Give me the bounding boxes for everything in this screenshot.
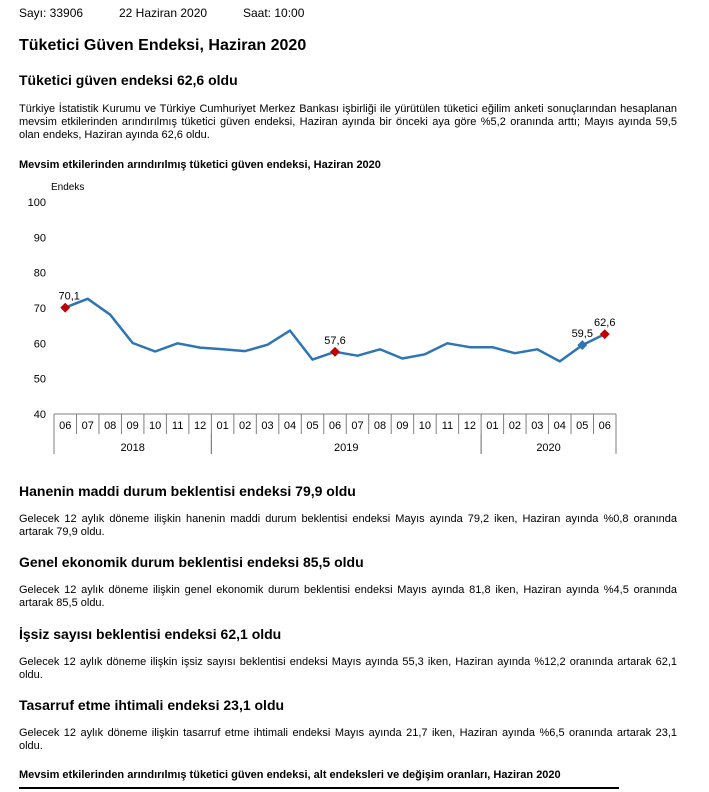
data-marker [330,347,340,357]
data-label: 70,1 [58,290,80,303]
data-marker [60,303,70,313]
release-time: Saat: 10:00 [243,6,305,20]
section-heading-household: Hanenin maddi durum beklentisi endeksi 79,9 oldu [19,483,356,499]
x-tick-label: 07 [81,420,94,432]
table-top-rule [19,787,619,789]
x-tick-label: 11 [441,420,454,432]
x-tick-label: 07 [351,420,364,432]
section-heading-savings: Tasarruf etme ihtimali endeksi 23,1 oldu [19,697,285,713]
y-tick-label: 80 [33,267,46,280]
x-tick-label: 05 [576,420,589,432]
issue-number: Sayı: 33906 [19,6,84,20]
data-label: 57,6 [324,334,346,347]
x-tick-label: 10 [418,420,432,432]
x-tick-label: 12 [463,420,477,432]
data-marker [600,329,610,339]
line-chart [0,178,640,460]
x-tick-label: 11 [171,420,184,432]
section-heading-unemployment: İşsiz sayısı beklentisi endeksi 62,1 oldu [19,626,282,642]
intro-paragraph: Türkiye İstatistik Kurumu ve Türkiye Cumhuriyet Merkez Bankası işbirliği ile yürütülen tüketici eğilim anketi sonuçlarından hesaplanan mevsim etkilerinden arındırılmış tüketici güven endeksi, Haziran ayında bir önceki aya göre %5,2 oranında arttı; Mayıs ayında 59,5 olan endeks, Haziran ayında 62,6 oldu. [19,103,677,141]
x-tick-label: 01 [486,420,499,432]
section-text-savings: Gelecek 12 aylık döneme ilişkin tasarruf etme ihtimali endeksi Mayıs ayında 21,7 iken, Haziran ayında %6,5 oranında artarak 23,1 oldu. [19,727,677,752]
release-date: 22 Haziran 2020 [119,6,208,20]
section-text-economy: Gelecek 12 aylık döneme ilişkin genel ekonomik durum beklentisi endeksi Mayıs ayında 81,8 iken, Haziran ayında %4,5 oranında artarak 85,5 oldu. [19,584,677,609]
x-tick-label: 06 [328,420,342,432]
x-tick-label: 02 [508,420,521,432]
x-tick-label: 06 [59,420,72,432]
y-axis-label: Endeks [51,182,85,193]
y-tick-label: 50 [33,373,46,386]
data-label: 62,6 [594,317,616,330]
x-tick-label: 12 [193,420,207,432]
y-tick-label: 90 [33,232,46,245]
y-tick-label: 100 [27,197,46,209]
year-label: 2018 [120,442,145,454]
x-tick-label: 01 [216,420,229,432]
data-label: 59,5 [571,328,593,341]
section-text-household: Gelecek 12 aylık döneme ilişkin hanenin maddi durum beklentisi endeksi Mayıs ayında 79,2 iken, Haziran ayında %0,8 oranında artarak 79,9 oldu. [19,513,677,538]
year-label: 2020 [536,442,561,454]
table-caption: Mevsim etkilerinden arındırılmış tüketici güven endeksi, alt endeksleri ve değişim oranları, Haziran 2020 [19,769,561,781]
x-tick-label: 03 [531,420,544,432]
section-heading-economy: Genel ekonomik durum beklentisi endeksi 85,5 oldu [19,554,364,570]
y-tick-label: 60 [33,338,46,351]
x-tick-label: 04 [553,420,566,432]
page-title: Tüketici Güven Endeksi, Haziran 2020 [19,37,307,54]
x-tick-label: 05 [306,420,319,432]
y-tick-label: 40 [33,409,46,421]
x-tick-label: 08 [104,420,117,432]
x-tick-label: 10 [149,420,162,432]
chart-caption: Mevsim etkilerinden arındırılmış tüketici güven endeksi, Haziran 2020 [19,159,381,171]
y-tick-label: 70 [33,303,46,315]
x-tick-label: 02 [238,420,252,432]
x-tick-label: 06 [598,420,611,432]
x-tick-label: 09 [126,420,139,432]
headline: Tüketici güven endeksi 62,6 oldu [19,72,238,88]
x-tick-label: 09 [396,420,409,432]
section-text-unemployment: Gelecek 12 aylık döneme ilişkin işsiz sayısı beklentisi endeksi Mayıs ayında 55,3 iken, Haziran ayında %12,2 oranında artarak 62,1 oldu. [19,656,677,681]
x-tick-label: 04 [283,420,297,432]
x-tick-label: 08 [373,420,387,432]
year-label: 2019 [333,442,359,454]
x-tick-label: 03 [261,420,274,432]
